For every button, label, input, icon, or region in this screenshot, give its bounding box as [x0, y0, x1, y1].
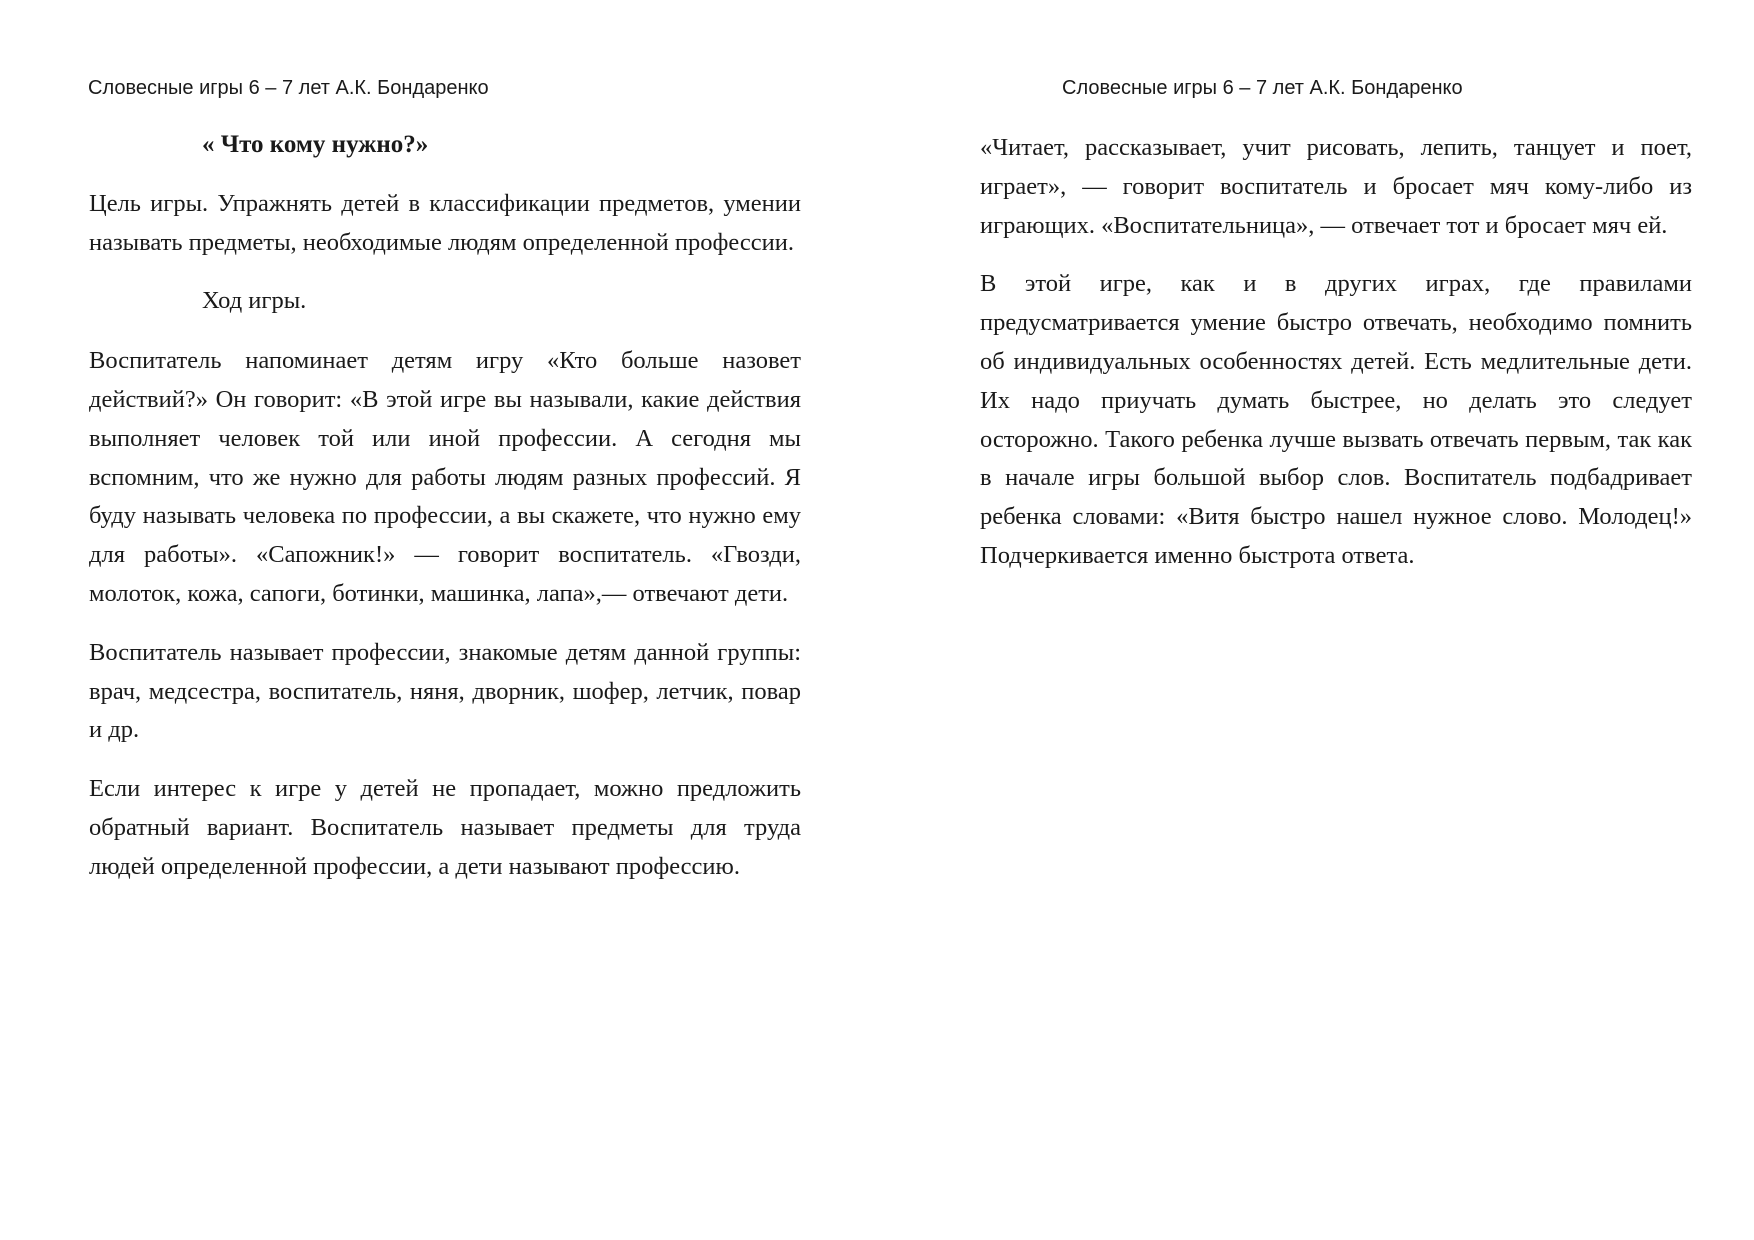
- procedure-heading: Ход игры.: [202, 287, 307, 315]
- paragraph: Воспитатель называет профессии, знакомые детям данной группы: врач, медсестра, воспитатель, няня, дворник, шофер, летчик, повар и др.: [89, 638, 801, 744]
- paragraph: Если интерес к игре у детей не пропадает, можно предложить обратный вариант. Воспитатель называет предметы для труда людей определенной профессии, а дети называют профессию.: [89, 775, 801, 880]
- game-title: « Что кому нужно?»: [202, 131, 429, 158]
- text-column: [89, 126, 801, 907]
- paragraph: «Читает, рассказывает, учит рисовать, лепить, танцует и поет, играет», — говорит воспитатель и бросает мяч кому-либо из играющих. «Воспитательница», — отвечает тот и бросает мяч ей.: [980, 134, 1692, 239]
- paragraph: Воспитатель напоминает детям игру «Кто больше назовет действий?» Он говорит: «В этой игре вы называли, какие действия выполняет человек той или иной профессии. А сегодня мы вспомним, что же нужно для работы людям разных профессий. Я буду называть человека по профессии, а вы скажете, что нужно ему для работы». «Сапожник!» — говорит воспитатель. «Гвозди, молоток, кожа, сапоги, ботинки, машинка, лапа»,— отвечают дети.: [89, 347, 801, 607]
- right-page: [877, 0, 1754, 1240]
- running-header: Словесные игры 6 – 7 лет А.К. Бондаренко: [88, 77, 489, 99]
- running-header: Словесные игры 6 – 7 лет А.К. Бондаренко: [1062, 77, 1463, 99]
- text-column: [980, 129, 1692, 596]
- goal-paragraph: Цель игры. Упражнять детей в классификации предметов, умении называть предметы, необходимые людям определенной профессии.: [89, 189, 801, 256]
- paragraph: В этой игре, как и в других играх, где правилами предусматривается умение быстро отвечать, необходимо помнить об индивидуальных особенностях детей. Есть медлительные дети. Их надо приучать думать быстрее, но делать это следует осторожно. Такого ребенка лучше вызвать отвечать первым, так как в начале игры большой выбор слов. Воспитатель подбадривает ребенка словами: «Витя быстро нашел нужное слово. Молодец!» Подчеркивается именно быстрота ответа.: [980, 270, 1692, 569]
